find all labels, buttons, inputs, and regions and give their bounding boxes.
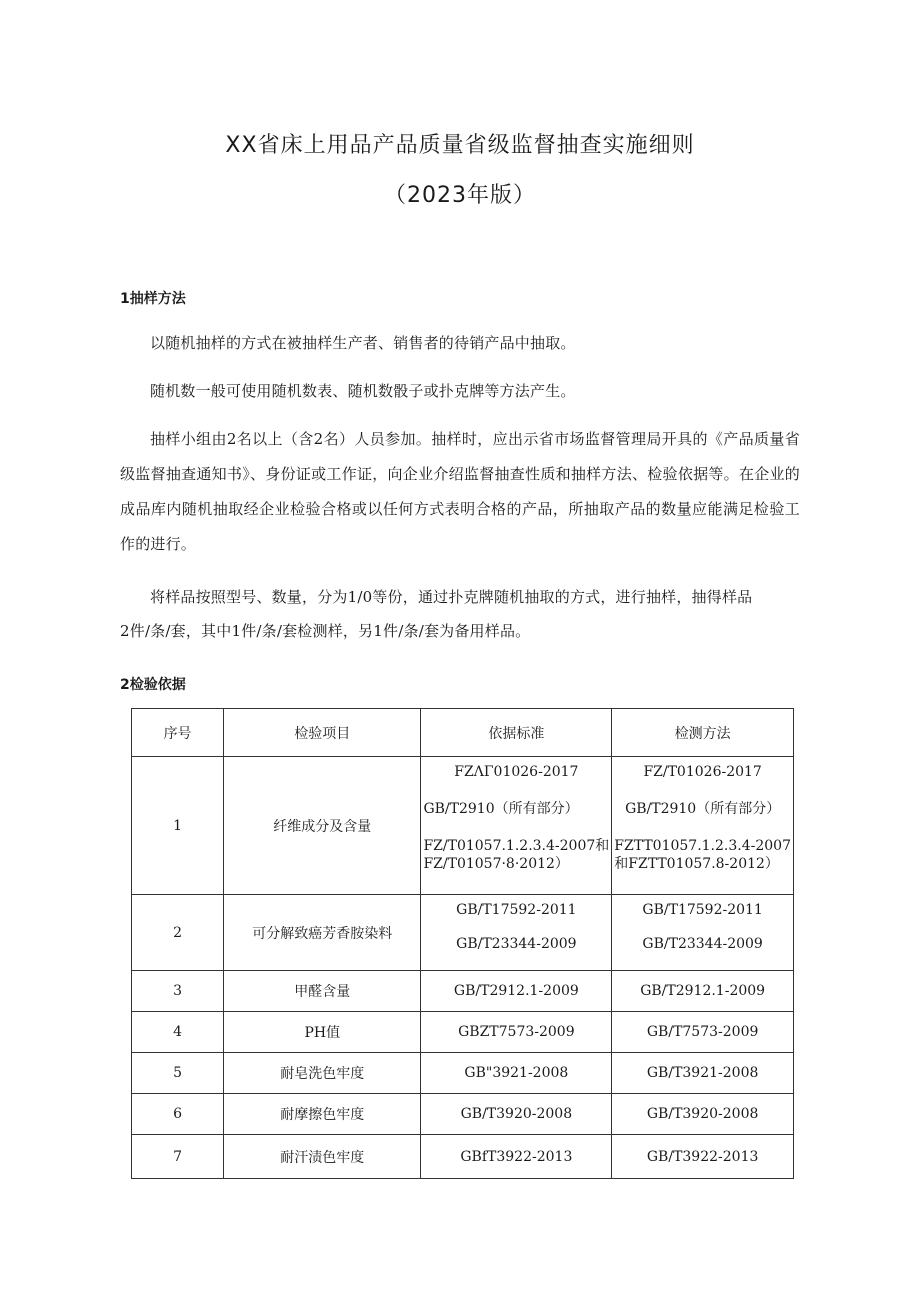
row-number: 2 (132, 895, 224, 971)
row-method: GB/T3920-2008 (612, 1094, 794, 1135)
standard-line: GB/T17592-2011 (456, 902, 577, 918)
table-row (132, 895, 794, 971)
row-number: 7 (132, 1135, 224, 1179)
row-item: 耐汗渍色牢度 (224, 1135, 421, 1179)
method-line: GB/T23344-2009 (642, 936, 763, 952)
table-header-row (132, 709, 794, 757)
standard-line: GB/T23344-2009 (456, 936, 577, 952)
row-standard: GBfT3922-2013 (421, 1135, 612, 1179)
row-standard: GB/T3920-2008 (421, 1094, 612, 1135)
row-method: GB/T3921-2008 (612, 1053, 794, 1094)
row-item: 可分解致癌芳香胺染料 (224, 895, 421, 971)
standard-line: GB/T2910（所有部分） (423, 801, 579, 817)
header-cell: 检测方法 (612, 709, 794, 757)
method-line: GB/T2910（所有部分） (625, 801, 781, 817)
header-cell: 序号 (132, 709, 224, 757)
row-item: 耐皂洗色牢度 (224, 1053, 421, 1094)
standard-line: FZ/T01057.1.2.3.4-2007和 (423, 838, 610, 854)
paragraph: 2件/条/套，其中1件/条/套检测样，另1件/条/套为备用样品。 (120, 622, 531, 640)
row-number: 5 (132, 1053, 224, 1094)
row-item: 纤维成分及含量 (224, 757, 421, 895)
paragraph: 随机数一般可使用随机数表、随机数骰子或扑克牌等方法产生。 (150, 382, 576, 400)
row-item: 甲醛含量 (224, 971, 421, 1012)
table-row (132, 757, 794, 895)
table-row (132, 1094, 794, 1135)
section-1-heading: 1抽样方法 (120, 291, 186, 307)
row-number: 3 (132, 971, 224, 1012)
paragraph: 将样品按照型号、数量，分为1/0等份，通过扑克牌随机抽取的方式，进行抽样，抽得样品 (150, 588, 753, 606)
paragraph: 抽样小组由2名以上（含2名）人员参加。抽样时，应出示省市场监督管理局开具的《产品质量省级监督抽查通知书》、身份证或工作证，向企业介绍监督抽查性质和抽样方法、检验依据等。在企业的成品库内随机抽取经企业检验合格或以任何方式表明合格的产品，所抽取产品的数量应能满足检验工作的进行。 (120, 430, 800, 553)
row-number: 6 (132, 1094, 224, 1135)
row-method: GB/T3922-2013 (612, 1135, 794, 1179)
row-standard (421, 895, 612, 971)
row-item: PH值 (224, 1012, 421, 1053)
row-number: 1 (132, 757, 224, 895)
row-standard: GBZT7573-2009 (421, 1012, 612, 1053)
document-edition: （2023年版） (384, 183, 536, 208)
table-row (132, 1053, 794, 1094)
document-title: XX省床上用品产品质量省级监督抽查实施细则 (225, 133, 695, 158)
header-cell: 检验项目 (224, 709, 421, 757)
row-standard: GB"3921-2008 (421, 1053, 612, 1094)
table-row (132, 1135, 794, 1179)
method-line: FZTT01057.1.2.3.4-2007 (614, 838, 791, 854)
section-2-heading: 2检验依据 (120, 677, 186, 693)
row-standard: GB/T2912.1-2009 (421, 971, 612, 1012)
row-method: GB/T2912.1-2009 (612, 971, 794, 1012)
row-method: GB/T7573-2009 (612, 1012, 794, 1053)
method-line: FZ/T01026-2017 (643, 764, 762, 780)
row-standard (421, 757, 612, 895)
header-cell: 依据标准 (421, 709, 612, 757)
standard-line: FZ/T01057·8·2012） (423, 856, 569, 872)
method-line: GB/T17592-2011 (642, 902, 763, 918)
row-number: 4 (132, 1012, 224, 1053)
standard-line: FZΛΓ01026-2017 (454, 764, 579, 780)
table-row (132, 1012, 794, 1053)
inspection-table (131, 708, 794, 1179)
row-method (612, 895, 794, 971)
method-line: 和FZTT01057.8-2012） (614, 856, 779, 872)
table-row (132, 971, 794, 1012)
row-item: 耐摩擦色牢度 (224, 1094, 421, 1135)
row-method (612, 757, 794, 895)
paragraph: 以随机抽样的方式在被抽样生产者、销售者的待销产品中抽取。 (150, 334, 576, 352)
